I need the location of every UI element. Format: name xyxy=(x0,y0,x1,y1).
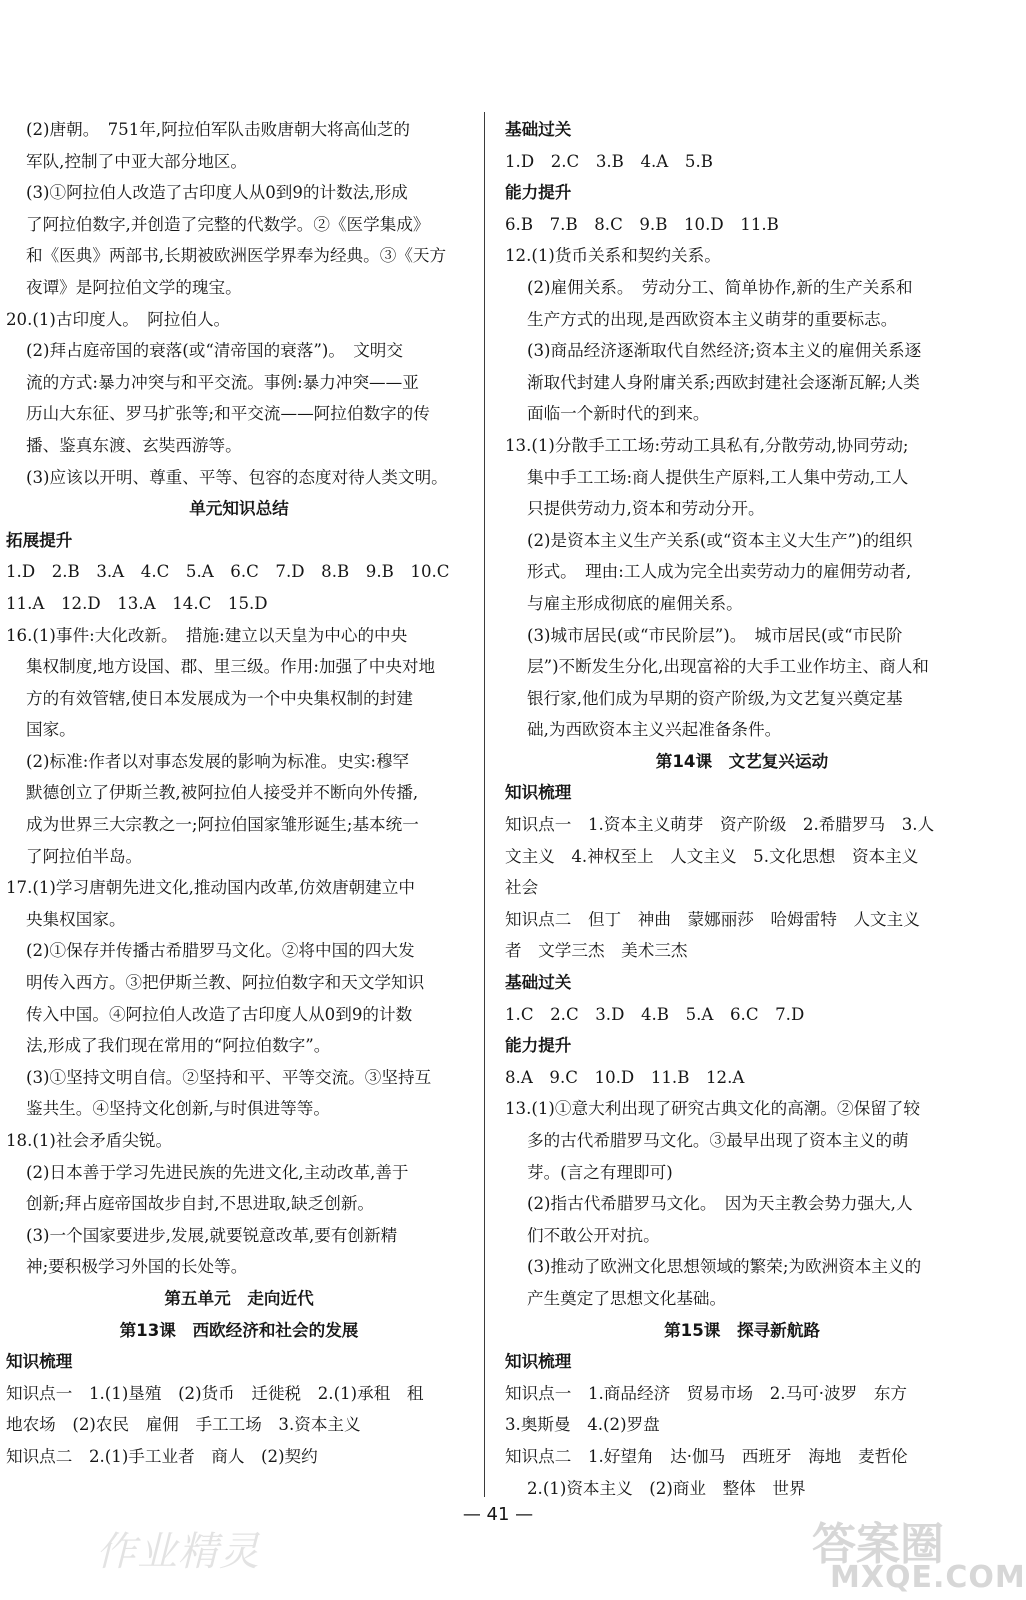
text-line: (3)应该以开明、尊重、平等、包容的态度对待人类文明。 xyxy=(26,467,448,487)
text-line: 集权制度,地方设国、郡、里三级。作用:加强了中央对地 xyxy=(26,657,436,677)
text-line: 银行家,他们成为早期的资产阶级,为文艺复兴奠定基 xyxy=(527,688,903,708)
section-heading: 知识梳理 xyxy=(6,1352,73,1372)
text-line: 夜谭》是阿拉伯文学的瑰宝。 xyxy=(26,277,242,297)
text-line: 形式。 理由:工人成为完全出卖劳动力的雇佣劳动者, xyxy=(527,562,912,582)
text-line: (3)①坚持文明自信。②坚持和平、平等交流。③坚持互 xyxy=(26,1067,432,1087)
text-line: 鉴共生。④坚持文化创新,与时俱进等等。 xyxy=(26,1099,330,1119)
text-line: (2)是资本主义生产关系(或“资本主义大生产”)的组织 xyxy=(527,530,913,550)
text-line: 6.B 7.B 8.C 9.B 10.D 11.B xyxy=(505,214,779,234)
section-heading: 能力提升 xyxy=(505,1036,572,1056)
text-line: 播、鉴真东渡、玄奘西游等。 xyxy=(26,435,242,455)
watermark-logo-right xyxy=(812,1508,1026,1595)
text-line: 与雇主形成彻底的雇佣关系。 xyxy=(527,593,743,613)
page-number: — 41 — xyxy=(462,1504,534,1525)
text-line: (2)①保存并传播古希腊罗马文化。②将中国的四大发 xyxy=(26,941,415,961)
text-line: 成为世界三大宗教之一;阿拉伯国家雏形诞生;基本统一 xyxy=(26,815,419,835)
text-line: 者 文学三杰 美术三杰 xyxy=(505,941,688,961)
text-line: 方的有效管辖,使日本发展成为一个中央集权制的封建 xyxy=(26,688,413,708)
text-line: (2)指古代希腊罗马文化。 因为天主教会势力强大,人 xyxy=(527,1194,913,1214)
left-column xyxy=(6,114,472,1473)
text-line: 知识点二 1.好望角 达·伽马 西班牙 海地 麦哲伦 xyxy=(505,1446,908,1466)
text-line: (3)城市居民(或“市民阶层”)。 城市居民(或“市民阶 xyxy=(527,625,903,645)
text-line: 了阿拉伯半岛。 xyxy=(26,846,143,866)
text-line: 生产方式的出现,是西欧资本主义萌芽的重要标志。 xyxy=(527,309,898,329)
text-line: 社会 xyxy=(505,878,539,898)
text-line: 1.C 2.C 3.D 4.B 5.A 6.C 7.D xyxy=(505,1004,805,1024)
text-line: (3)推动了欧洲文化思想领域的繁荣;为欧洲资本主义的 xyxy=(527,1257,922,1277)
section-heading: 基础过关 xyxy=(505,973,572,993)
lesson-title: 第五单元 走向近代 xyxy=(164,1288,314,1308)
text-line: 地农场 (2)农民 雇佣 手工工场 3.资本主义 xyxy=(6,1415,361,1435)
text-line: (3)商品经济逐渐取代自然经济;资本主义的雇佣关系逐 xyxy=(527,341,922,361)
text-line: 文主义 4.神权至上 人文主义 5.文化思想 资本主义 xyxy=(505,846,919,866)
text-line: (3)①阿拉伯人改造了古印度人从0到9的计数法,形成 xyxy=(26,183,408,203)
section-heading: 拓展提升 xyxy=(6,530,73,550)
text-line: (3)一个国家要进步,发展,就要锐意改革,要有创新精 xyxy=(26,1225,398,1245)
section-heading: 知识梳理 xyxy=(505,1352,572,1372)
text-line: 17.(1)学习唐朝先进文化,推动国内改革,仿效唐朝建立中 xyxy=(6,878,415,898)
text-line: 1.D 2.C 3.B 4.A 5.B xyxy=(505,151,713,171)
text-line: 多的古代希腊罗马文化。③最早出现了资本主义的萌 xyxy=(527,1131,909,1150)
text-line: 知识点一 1.商品经济 贸易市场 2.马可·波罗 东方 xyxy=(505,1383,908,1403)
text-line: 国家。 xyxy=(26,720,76,740)
text-line: 历山大东征、罗马扩张等;和平交流——阿拉伯数字的传 xyxy=(26,404,430,424)
watermark-logo-left: 作业精灵 xyxy=(96,1529,260,1575)
lesson-title: 单元知识总结 xyxy=(189,499,289,519)
text-line: (2)日本善于学习先进民族的先进文化,主动改革,善于 xyxy=(26,1162,409,1182)
section-heading: 知识梳理 xyxy=(505,783,572,803)
right-column xyxy=(505,114,979,1504)
text-line: 了阿拉伯数字,并创造了完整的代数学。②《医学集成》 xyxy=(26,214,430,234)
text-line: (2)拜占庭帝国的衰落(或“清帝国的衰落”)。 文明交 xyxy=(26,341,403,361)
section-heading: 能力提升 xyxy=(505,183,572,203)
lesson-title: 第13课 西欧经济和社会的发展 xyxy=(119,1320,359,1340)
text-line: 法,形成了我们现在常用的“阿拉伯数字”。 xyxy=(26,1036,331,1056)
lesson-title: 第15课 探寻新航路 xyxy=(664,1320,820,1340)
text-line: 3.奥斯曼 4.(2)罗盘 xyxy=(505,1415,660,1435)
text-line: (2)标准:作者以对事态发展的影响为标准。史实:穆罕 xyxy=(26,751,410,771)
text-line: 央集权国家。 xyxy=(26,909,126,929)
text-line: 军队,控制了中亚大部分地区。 xyxy=(26,151,247,171)
text-line: 和《医典》两部书,长期被欧洲医学界奉为经典。③《天方 xyxy=(26,246,447,266)
text-line: 础,为西欧资本主义兴起准备条件。 xyxy=(527,720,782,740)
section-heading: 基础过关 xyxy=(505,120,572,139)
text-line: 13.(1)①意大利出现了研究古典文化的高潮。②保留了较 xyxy=(505,1099,920,1119)
text-line: 知识点二 但丁 神曲 蒙娜丽莎 哈姆雷特 人文主义 xyxy=(505,909,920,929)
text-line: 知识点二 2.(1)手工业者 商人 (2)契约 xyxy=(6,1446,318,1466)
text-line: 渐取代封建人身附庸关系;西欧封建社会逐渐瓦解;人类 xyxy=(527,372,920,392)
text-line: 2.(1)资本主义 (2)商业 整体 世界 xyxy=(527,1478,806,1498)
text-line: 芽。(言之有理即可) xyxy=(527,1162,673,1182)
text-line: 1.D 2.B 3.A 4.C 5.A 6.C 7.D 8.B 9.B 10.C xyxy=(6,562,450,582)
watermark-logo-text: 答案圈 xyxy=(812,1519,944,1570)
text-line: 创新;拜占庭帝国故步自封,不思进取,缺乏创新。 xyxy=(26,1194,375,1214)
column-divider xyxy=(484,112,485,1497)
text-line: 默德创立了伊斯兰教,被阿拉伯人接受并不断向外传播, xyxy=(26,783,419,803)
text-line: 13.(1)分散手工工场:劳动工具私有,分散劳动,协同劳动; xyxy=(505,435,909,455)
text-line: 知识点一 1.(1)垦殖 (2)货币 迁徙税 2.(1)承租 租 xyxy=(6,1383,424,1403)
text-line: 16.(1)事件:大化改新。 措施:建立以天皇为中心的中央 xyxy=(6,625,408,645)
text-line: 8.A 9.C 10.D 11.B 12.A xyxy=(505,1067,745,1087)
text-line: (2)雇佣关系。 劳动分工、简单协作,新的生产关系和 xyxy=(527,277,913,297)
text-line: (2)唐朝。 751年,阿拉伯军队击败唐朝大将高仙芝的 xyxy=(26,120,411,139)
text-line: 神;要积极学习外国的长处等。 xyxy=(26,1257,248,1277)
text-line: 层”)不断发生分化,出现富裕的大手工业作坊主、商人和 xyxy=(527,657,929,677)
text-line: 只提供劳动力,资本和劳动分开。 xyxy=(527,499,765,519)
text-line: 们不敢公开对抗。 xyxy=(527,1225,660,1245)
watermark-logo-domain: MXQE.COM xyxy=(830,1560,1026,1595)
text-line: 20.(1)古印度人。 阿拉伯人。 xyxy=(6,309,231,329)
text-line: 11.A 12.D 13.A 14.C 15.D xyxy=(6,593,268,613)
lesson-title: 第14课 文艺复兴运动 xyxy=(655,751,829,771)
text-line: 面临一个新时代的到来。 xyxy=(527,404,710,424)
text-line: 12.(1)货币关系和契约关系。 xyxy=(505,246,721,266)
text-line: 集中手工工场:商人提供生产原料,工人集中劳动,工人 xyxy=(527,467,909,487)
text-line: 流的方式:暴力冲突与和平交流。事例:暴力冲突——亚 xyxy=(26,372,419,392)
text-line: 知识点一 1.资本主义萌芽 资产阶级 2.希腊罗马 3.人 xyxy=(505,815,935,835)
text-line: 18.(1)社会矛盾尖锐。 xyxy=(6,1131,173,1150)
text-line: 传入中国。④阿拉伯人改造了古印度人从0到9的计数 xyxy=(26,1004,413,1024)
text-line: 明传入西方。③把伊斯兰教、阿拉伯数字和天文学知识 xyxy=(26,973,425,993)
text-line: 产生奠定了思想文化基础。 xyxy=(527,1288,727,1308)
